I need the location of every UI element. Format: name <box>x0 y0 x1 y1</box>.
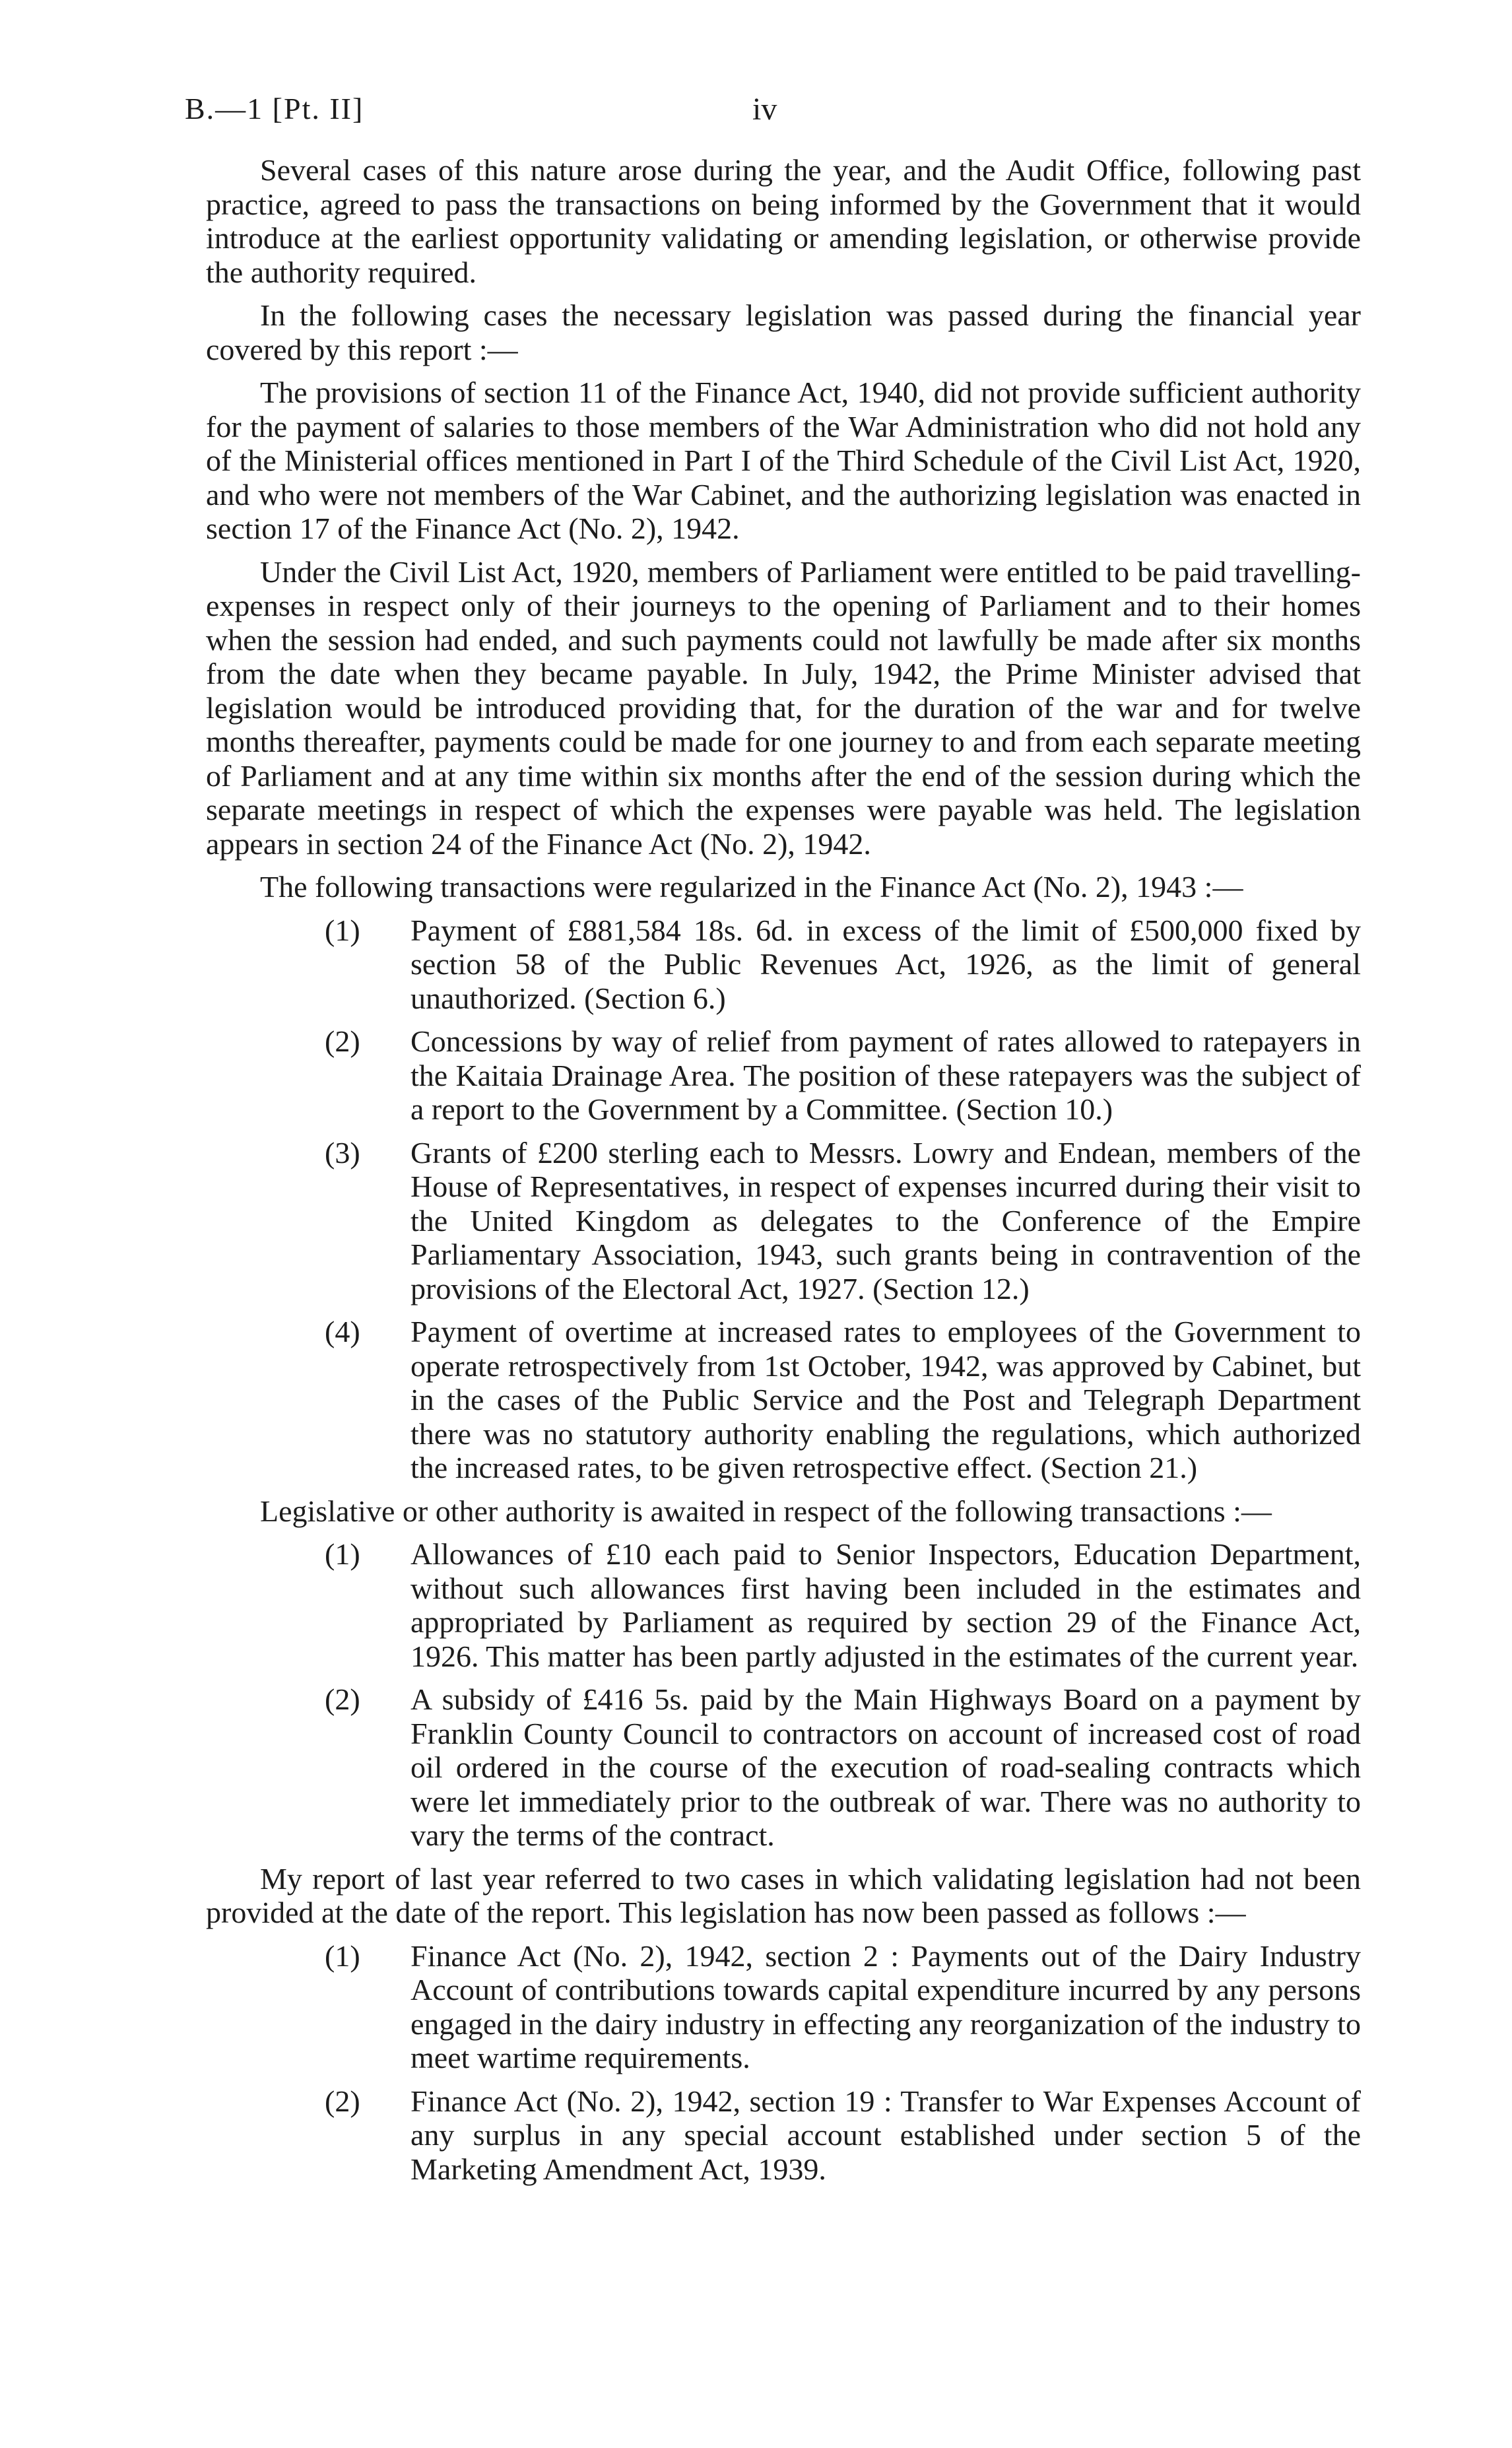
list-item-number: (4) <box>325 1315 360 1348</box>
list-item-number: (1) <box>325 913 360 947</box>
page-header <box>185 91 1360 131</box>
paragraph-civil-list-act: Under the Civil List Act, 1920, members of Parliament were entitled to be paid travelling-expenses in respect only of their journeys to the opening of Parliament and to their homes when the session had ended, and such payments could not lawfully be made after six months from the date when they became payable. In July, 1942, the Prime Minister advised that legislation would be introduced providing that, for the duration of the war and for twelve months thereafter, payments could be made for one journey to and from each separate meeting of Parliament and at any time within six months after the end of the session during which the separate meetings in respect of which the expenses were payable was held. The legislation appears in section 24 of the Finance Act (No. 2), 1942. <box>206 554 1361 861</box>
awaited-list <box>206 1537 1361 1853</box>
paragraph-audit-practice: Several cases of this nature arose during the year, and the Audit Office, following past practice, agreed to pass the transactions on being informed by the Government that it would introduce at the earliest opportunity validating or amending legislation, or otherwise provide the authority required. <box>206 153 1361 289</box>
document-body <box>206 153 1361 2195</box>
list-item <box>206 2084 1361 2187</box>
document-reference: B.—1 [Pt. II] <box>185 92 364 125</box>
list-item-number: (2) <box>325 1682 360 1716</box>
list-item-text: Concessions by way of relief from payment of rates allowed to ratepayers in the Kaitaia Drainage Area. The position of these ratepayers was the subject of a report to the Government by a Committee. (Section 10.) <box>411 1024 1361 1126</box>
list-item <box>206 1024 1361 1127</box>
paragraph-legislation-passed-intro: In the following cases the necessary legislation was passed during the financial year covered by this report :— <box>206 298 1361 366</box>
list-item-number: (2) <box>325 1024 360 1058</box>
list-item-text: Finance Act (No. 2), 1942, section 2 : Payments out of the Dairy Industry Account of contributions towards capital expenditure incurred by any persons engaged in the dairy industry in effecting any reorganization of the industry to meet wartime requirements. <box>411 1938 1361 2074</box>
list-item-text: Payment of overtime at increased rates to employees of the Government to operate retrospectively from 1st October, 1942, was approved by Cabinet, but in the cases of the Public Service and the Post and Telegraph Department there was no statutory authority enabling the regulations, which authorized the increased rates, to be given retrospective effect. (Section 21.) <box>411 1315 1361 1484</box>
list-item-text: Allowances of £10 each paid to Senior Inspectors, Education Department, without such allowances first having been included in the estimates and appropriated by Parliament as required by section 29 of the Finance Act, 1926. This matter has been partly adjusted in the estimates of the current year. <box>411 1537 1361 1673</box>
list-item <box>206 913 1361 1016</box>
last-year-list <box>206 1939 1361 2187</box>
list-item-text: A subsidy of £416 5s. paid by the Main Highways Board on a payment by Franklin County Council to contractors on account of increased cost of road oil ordered in the course of the execution of road-sealing contracts which were let immediately prior to the outbreak of war. There was no authority to vary the terms of the contract. <box>411 1682 1361 1852</box>
paragraph-regularized-intro: The following transactions were regularized in the Finance Act (No. 2), 1943 :— <box>260 870 1243 904</box>
list-item-number: (3) <box>325 1135 360 1170</box>
list-item-number: (1) <box>325 1537 360 1571</box>
paragraph-last-year-intro: My report of last year referred to two cases in which validating legislation had not been provided at the date of the report. This legislation has now been passed as follows :— <box>206 1861 1361 1929</box>
paragraph-awaited-intro: Legislative or other authority is awaited in respect of the following transactions :— <box>260 1494 1272 1528</box>
paragraph-finance-act-1940: The provisions of section 11 of the Finance Act, 1940, did not provide sufficient authority for the payment of salaries to those members of the War Administration who did not hold any of the Ministerial offices mentioned in Part I of the Third Schedule of the Civil List Act, 1920, and who were not members of the War Cabinet, and the authorizing legislation was enacted in section 17 of the Finance Act (No. 2), 1942. <box>206 376 1361 545</box>
list-item <box>206 1136 1361 1306</box>
regularized-list <box>206 913 1361 1485</box>
list-item <box>206 1315 1361 1485</box>
list-item-text: Finance Act (No. 2), 1942, section 19 : Transfer to War Expenses Account of any surplus in any special account established under section 5 of the Marketing Amendment Act, 1939. <box>411 2084 1361 2186</box>
page-number: iv <box>752 92 777 127</box>
list-item-text: Grants of £200 sterling each to Messrs. Lowry and Endean, members of the House of Representatives, in respect of expenses incurred during their visit to the United Kingdom as delegates to the Conference of the Empire Parliamentary Association, 1943, such grants being in contravention of the provisions of the Electoral Act, 1927. (Section 12.) <box>411 1135 1361 1306</box>
list-item-text: Payment of £881,584 18s. 6d. in excess of the limit of £500,000 fixed by section 58 of the Public Revenues Act, 1926, as the limit of general unauthorized. (Section 6.) <box>411 913 1361 1015</box>
list-item-number: (2) <box>325 2084 360 2118</box>
list-item <box>206 1537 1361 1673</box>
list-item-number: (1) <box>325 1938 360 1973</box>
list-item <box>206 1939 1361 2075</box>
list-item <box>206 1682 1361 1853</box>
